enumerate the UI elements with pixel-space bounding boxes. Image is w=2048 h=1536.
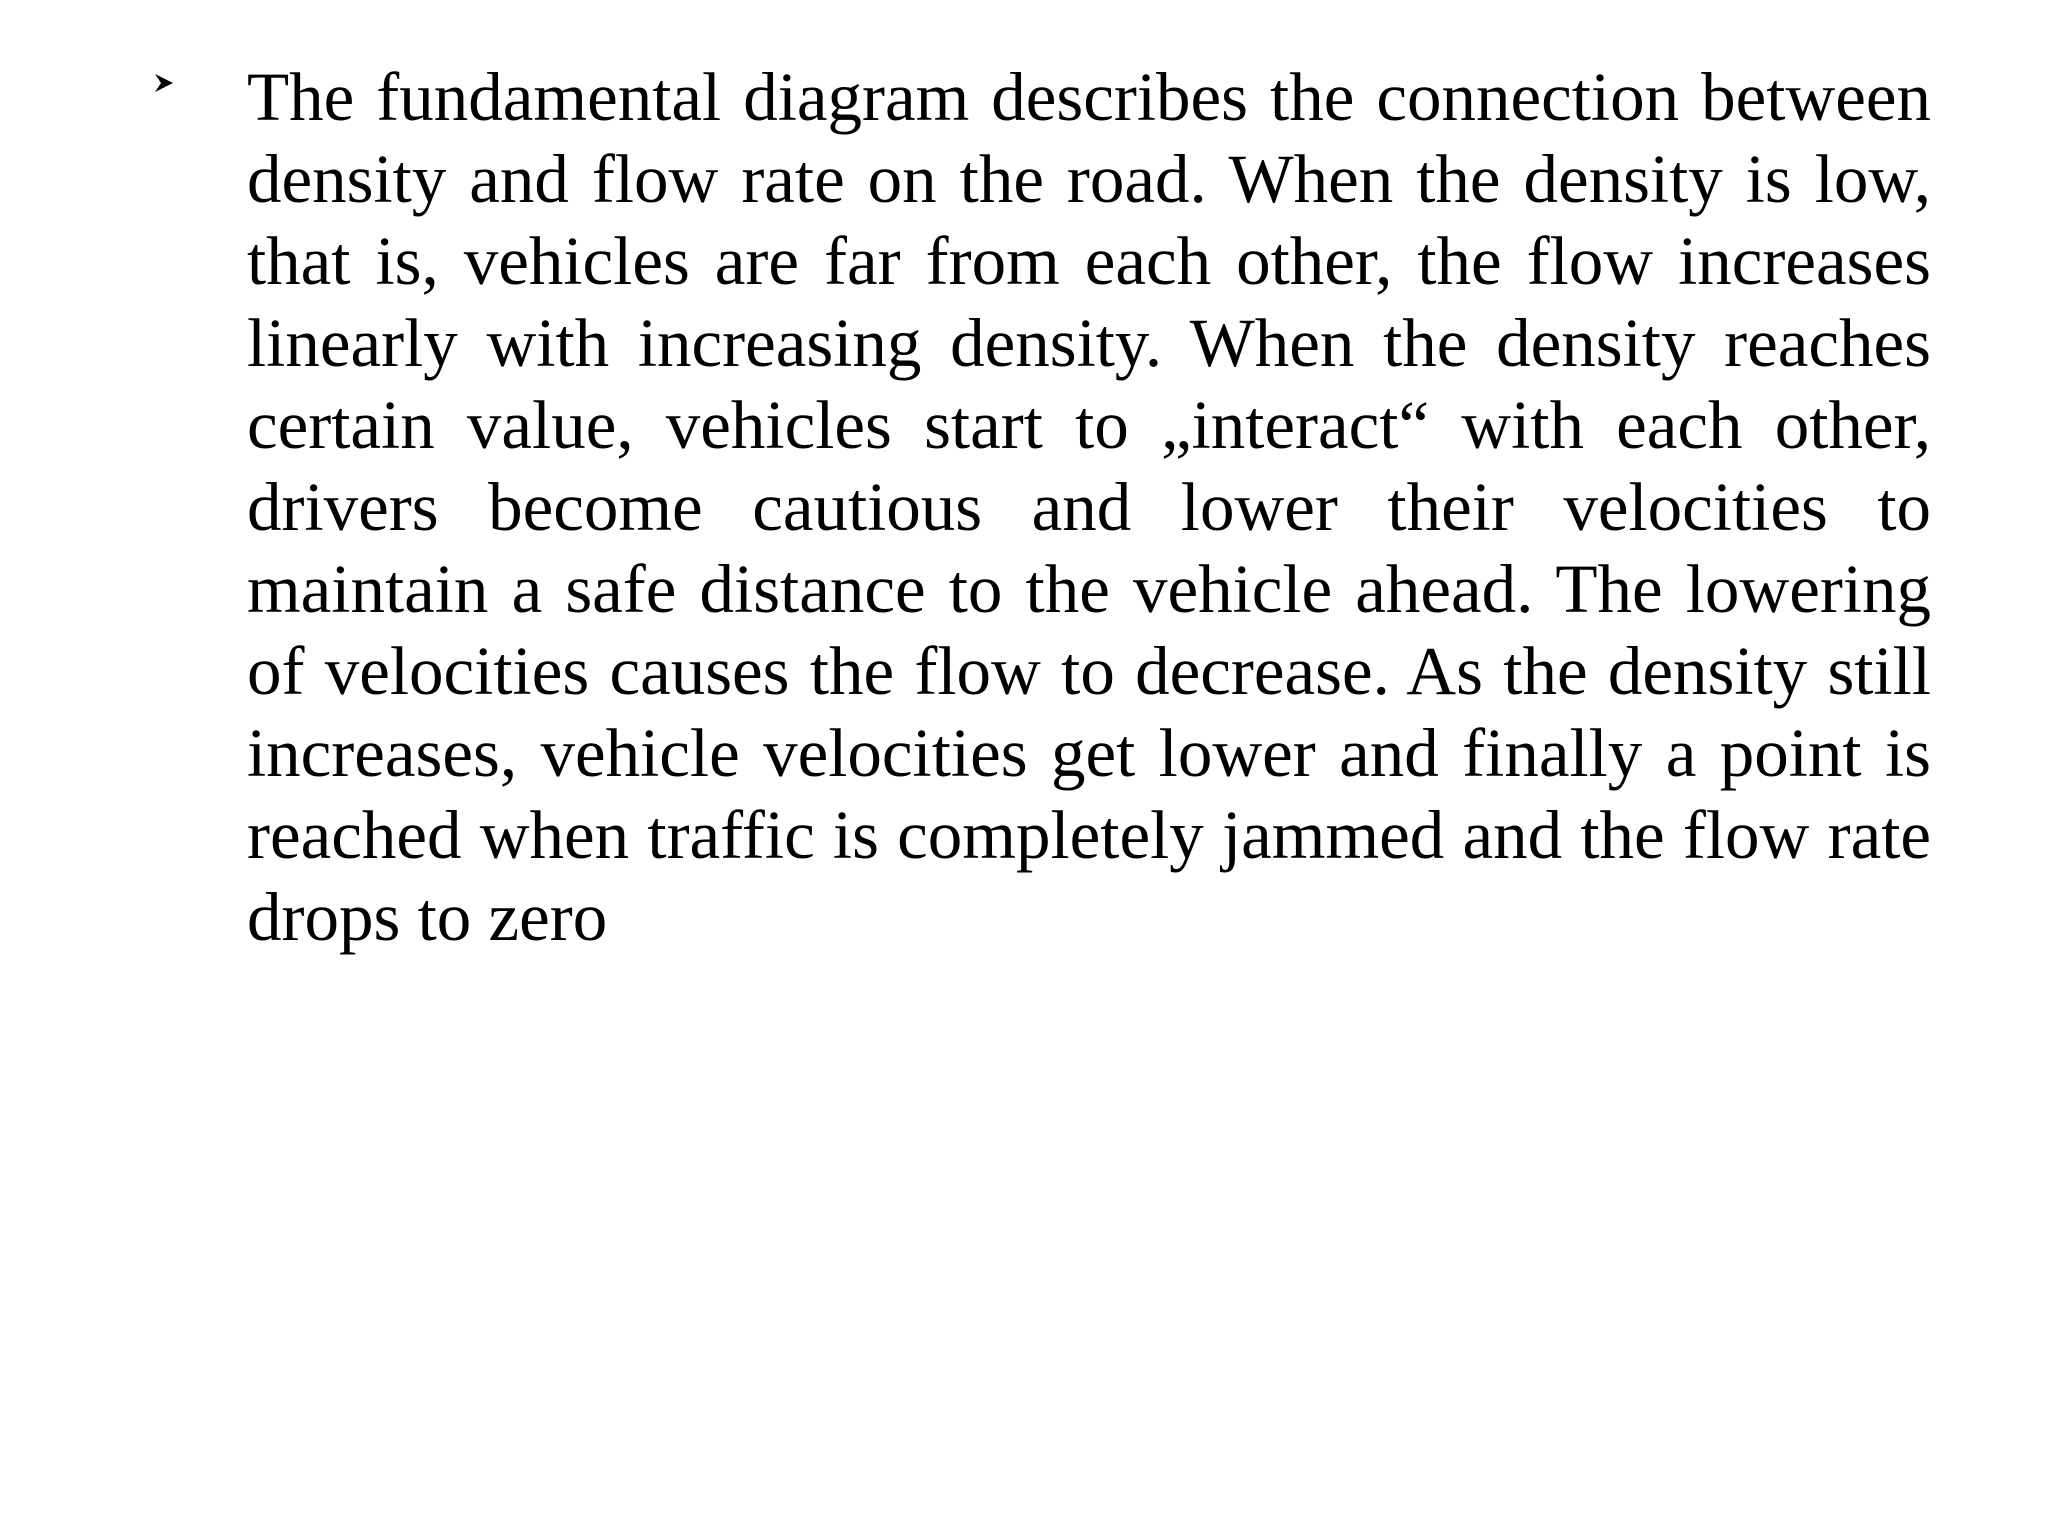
arrowhead-bullet-icon (153, 72, 183, 102)
paragraph-text: The fundamental diagram describes the connection between density and flow rate on the road. When the density is low, that is, vehicles are far from each other, the flow increases linearly with increasing density. When the density reaches certain value, vehicles start to „interact“ with each other, drivers become cautious and lower their velocities to maintain a safe distance to the vehicle ahead. The lowering of velocities causes the flow to decrease. As the density still increases, vehicle velocities get lower and finally a point is reached when traffic is completely jammed and the flow rate drops to zero (247, 59, 1931, 955)
